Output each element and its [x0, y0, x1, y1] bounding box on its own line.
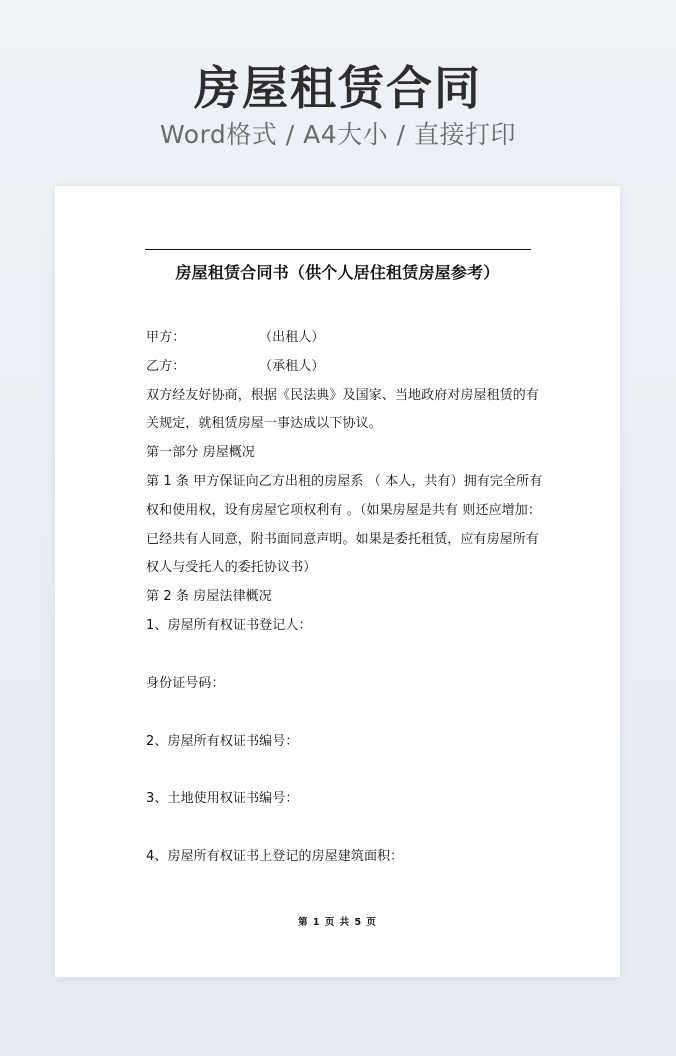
header-rule: [145, 249, 531, 250]
party-b-role: （承租人）: [259, 358, 325, 374]
spacer: [146, 814, 536, 843]
hero-title: 房屋租赁合同: [194, 61, 482, 115]
party-b-row: [146, 353, 536, 382]
intro-line-1: 双方经友好协商，根据《民法典》及国家、当地政府对房屋租赁的有: [146, 387, 540, 403]
spacer: [146, 641, 536, 670]
article-2-heading: 第 2 条 房屋法律概况: [146, 589, 272, 605]
item-2: 2、房屋所有权证书编号：: [146, 733, 299, 749]
id-number: 身份证号码：: [146, 675, 225, 691]
document-title: 房屋租赁合同书（供个人居住租赁房屋参考）: [175, 263, 500, 282]
document-body: [146, 324, 543, 872]
document-page: [55, 186, 620, 977]
article-1-line-4: 权人与受托人的委托协议书）: [146, 560, 317, 576]
page-footer: 第 1 页 共 5 页: [298, 917, 377, 928]
party-a-row: [146, 324, 536, 353]
article-1-line-3: 已经共有人同意，附书面同意声明。如果是委托租赁，应有房屋所有: [146, 531, 540, 547]
article-1-line-1: 第 1 条 甲方保证向乙方出租的房屋系 （ 本人，共有）拥有完全所有: [146, 473, 543, 489]
party-b-label: 乙方：: [146, 358, 186, 374]
hero-subtitle: Word格式 / A4大小 / 直接打印: [160, 120, 516, 149]
party-a-label: 甲方：: [146, 330, 186, 345]
item-3: 3、土地使用权证书编号：: [146, 791, 299, 807]
spacer: [146, 699, 536, 728]
item-1: 1、房屋所有权证书登记人：: [146, 617, 312, 633]
party-a-role: （出租人）: [259, 330, 325, 345]
intro-line-2: 关规定，就租赁房屋一事达成以下协议。: [146, 416, 382, 432]
spacer: [146, 756, 536, 785]
article-1-line-2: 权和使用权，设有房屋它项权利有 。（如果房屋是共有 则还应增加：: [146, 502, 541, 518]
part-1-heading: 第一部分 房屋概况: [146, 445, 256, 461]
item-4: 4、房屋所有权证书上登记的房屋建筑面积：: [146, 849, 404, 865]
